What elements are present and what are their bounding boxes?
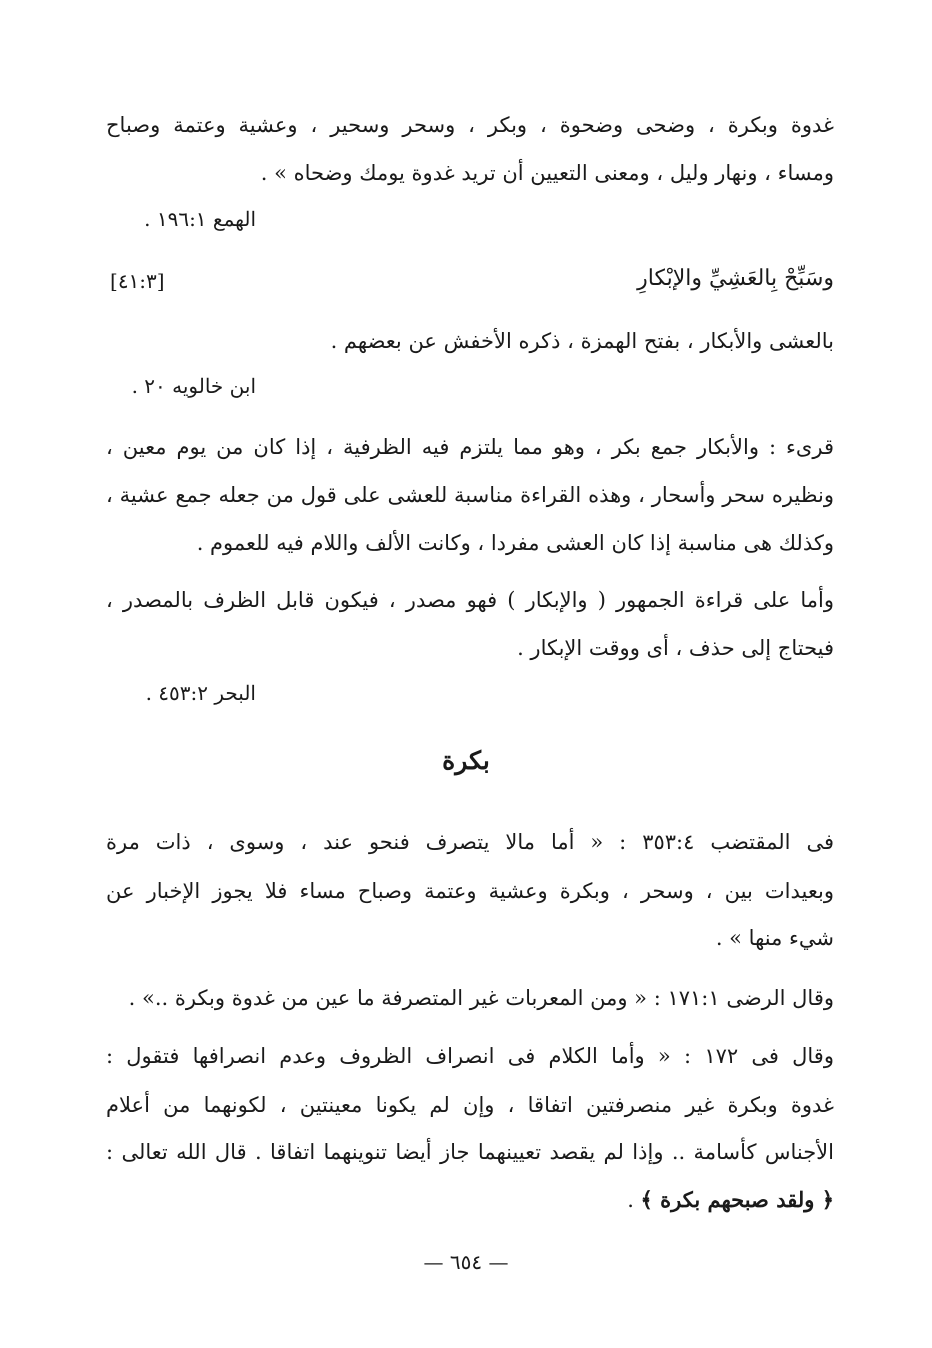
source-reference-ibn-khalawayh: ابن خالويه ٢٠ .	[131, 374, 256, 398]
text-line-2: ومساء ، ونهار وليل ، ومعنى التعيين أن تريد غدوة يومك وضحاه » .	[260, 161, 834, 185]
text-line-6: وكذلك هى مناسبة إذا كان العشى مفردا ، وكانت الألف واللام فيه للعموم .	[196, 531, 834, 555]
text-line-3: بالعشى والأبكار ، بفتح الهمزة ، ذكره الأخفش عن بعضهم .	[330, 329, 834, 353]
quran-quote: ﴿ ولقد صبحهم بكرة ﴾	[640, 1187, 834, 1212]
text-line-15: الأجناس كأسامة .. وإذا لم يقصد تعيينهما جاز أيضا تنوينهما اتفاقا . قال الله تعالى :	[106, 1140, 834, 1164]
text-line-1: غدوة وبكرة ، وضحى وضحوة ، وبكر ، وسحر وسحير ، وعشية وعتمة وصباح	[106, 113, 834, 137]
text-line-16	[106, 1185, 834, 1215]
quran-verse: وسَبِّحْ بِالعَشِيِّ والإبْكارِ	[637, 266, 834, 291]
text-line-11: شيء منها » .	[715, 926, 834, 950]
section-heading: بكرة	[442, 746, 490, 775]
text-line-14: غدوة وبكرة غير منصرفتين اتفاقا ، وإن لم يكونا معينتين ، لكونهما من أعلام	[106, 1093, 834, 1117]
source-reference-bahr: البحر ٤٥٣:٢ .	[145, 681, 256, 705]
text-line-9: فى المقتضب ٣٥٣:٤ : « أما مالا يتصرف فنحو عند ، وسوى ، ذات مرة	[106, 830, 835, 854]
quote-tail: .	[627, 1188, 641, 1212]
source-reference-hama: الهمع ١٩٦:١ .	[144, 207, 256, 231]
page-number: — ٦٥٤ —	[423, 1250, 509, 1274]
text-line-7: وأما على قراءة الجمهور ( والإبكار ) فهو مصدر ، فيكون قابل الظرف بالمصدر ،	[106, 588, 834, 612]
text-line-8: فيحتاج إلى حذف ، أى ووقت الإبكار .	[517, 636, 834, 660]
text-line-5: ونظيره سحر وأسحار ، وهذه القراءة مناسبة للعشى على قول من جعله جمع عشية ،	[106, 483, 834, 507]
text-line-12: وقال الرضى ١٧١:١ : « ومن المعربات غير المتصرفة ما عين من غدوة وبكرة ..» .	[128, 986, 834, 1010]
text-line-4: قرىء : والأبكار جمع بكر ، وهو مما يلتزم فيه الظرفية ، إذا كان من يوم معين ،	[106, 435, 834, 459]
text-line-10: وبعيدات بين ، وسحر ، وبكرة وعشية وعتمة وصباح مساء فلا يجوز الإخبار عن	[106, 879, 834, 903]
text-line-13: وقال فى ١٧٢ : « وأما الكلام فى انصراف الظروف وعدم انصرافها فتقول :	[106, 1044, 834, 1068]
verse-reference: [٤١:٣]	[110, 269, 165, 293]
